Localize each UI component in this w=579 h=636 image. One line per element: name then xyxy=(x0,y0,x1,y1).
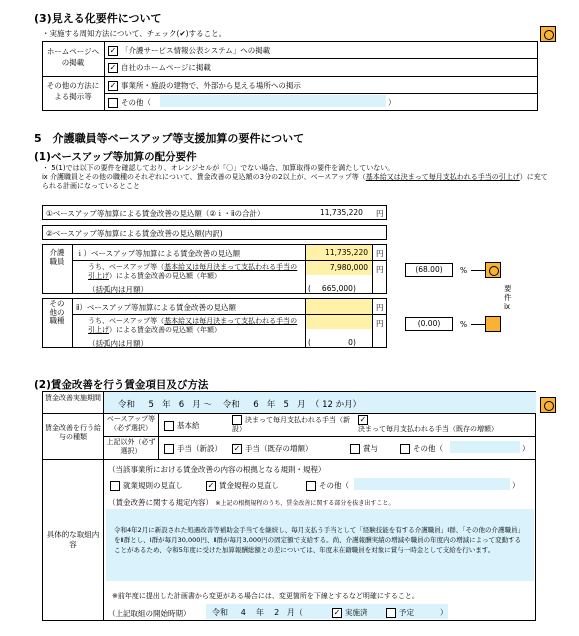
group2-label: その他の職種 xyxy=(49,299,65,326)
checkbox-icon[interactable] xyxy=(306,481,316,491)
oth-opt-existing[interactable]: ✓ 手当（既存の増額） xyxy=(233,444,313,453)
section5-sub1: (1)ベースアップ等加算の配分要件 xyxy=(34,151,197,163)
paren-close: ） xyxy=(512,481,520,490)
start-value[interactable]: 令和 4 年 2 月（ xyxy=(212,608,303,617)
period-value[interactable]: 令和 5 年 6 月 ～ 令和 6 年 5 月 （ 12 か月） xyxy=(118,400,362,410)
g2-percentage: (0.00) xyxy=(405,317,453,331)
paren-close: ） xyxy=(388,98,396,107)
requirement-label: 要件ⅸ xyxy=(504,284,512,311)
start-label: （上記取組の開始時期） xyxy=(108,609,191,618)
g1-r2-label: うち、ベースアップ等（基本給又は毎月決まって支払われる手当の引上げ）による賃金改善の見込額（年額） xyxy=(88,263,298,280)
bu-label: ベースアップ等（必ず選択） xyxy=(106,415,156,432)
oth-opt-bonus[interactable]: 賞与 xyxy=(350,443,378,454)
content-textarea[interactable]: 令和4年2月に新設された処遇改善等補助金手当てを継続し、毎月支払う手当として「経験技能を有する介護職員」Ⅰ群、「その他の介護職員」をⅡ群とし、Ⅰ群が毎月30,000円、Ⅱ群が毎月3,000円の固定額で支給する。尚、介護報酬実績の増減や職員の年度内の増減によって変動することがあるため、令和5年度に受けた加算報酬総額との差については、年度末在籍職員を対象に賞与一時金として支給を行います。 xyxy=(106,509,534,581)
option-publish-system[interactable]: ✓ 「介護サービス情報公表システム」への掲載 xyxy=(109,46,271,55)
checkbox-checked-icon[interactable]: ✓ xyxy=(207,481,215,490)
method-label: 具体的な取組内容 xyxy=(46,530,100,549)
row2-label: その他の方法による掲示等 xyxy=(46,81,100,101)
section5-note1: ・ 5(1)では以下の要件を確認しており、オレンジセルが「〇」でない場合、加算取得の要件を満たしていない。 xyxy=(42,164,395,172)
checkbox-checked-icon[interactable]: ✓ xyxy=(109,63,117,72)
checkbox-checked-icon[interactable]: ✓ xyxy=(233,444,241,453)
g1-r2-value[interactable]: 7,980,000 xyxy=(306,261,372,275)
g2-r2-label: うち、ベースアップ等（基本給又は毎月決まって支払われる手当の引上げ）による賃金改善の見込額（年額） xyxy=(88,317,298,334)
start-done[interactable]: ✓ 実施済 xyxy=(333,608,368,617)
checkbox-icon[interactable] xyxy=(108,98,118,108)
g1-r3-label: （括弧内は月額） xyxy=(88,285,148,294)
g2-r1-value[interactable] xyxy=(306,299,372,314)
kind-label: 賃金改善を行う給与の種類 xyxy=(45,424,101,441)
yen-unit: 円 xyxy=(376,319,384,328)
g2-r3-label: （括弧内は月額） xyxy=(88,339,148,348)
rule-opt-wage[interactable]: ✓ 賃金規程の見直し xyxy=(207,481,279,490)
group1-label: 介護職員 xyxy=(49,248,65,266)
g1-r1-label: ｉ）ベースアップ等加算による賃金改善の見込額 xyxy=(76,249,241,258)
checkbox-checked-icon[interactable]: ✓ xyxy=(109,81,117,90)
section5-note2: ⅸ 介護職員とその他の職種のそれぞれについて、賃金改善の見込額の3分の2以上が、ベースアップ等（基本給又は決まって毎月支払われる手当の引上げ）に充てられる計画になっているとこと xyxy=(42,173,548,190)
start-plan[interactable]: 予定 xyxy=(386,607,414,618)
oth-opt-new[interactable]: 手当（新設） xyxy=(164,443,222,454)
section2-title: (2)賃金改善を行う賃金項目及び方法 xyxy=(34,379,209,391)
checkbox-icon[interactable] xyxy=(400,444,410,454)
rule-sub: （賃金改善に関する規定内容） ※上記の根拠規程のうち、賃金改善に関する部分を抜き出すこと。 xyxy=(108,498,395,507)
g2-r2-value[interactable] xyxy=(306,315,372,329)
percent-unit: % xyxy=(460,320,468,329)
rule-other-input[interactable] xyxy=(354,478,510,490)
change-note: ※前年度に提出した計画書から変更がある場合には、変更箇所を下線とするなど明確にすること。 xyxy=(112,592,419,600)
option-other[interactable]: その他（ xyxy=(108,97,151,108)
total-value: 11,735,220 xyxy=(320,208,363,217)
g1-r3-value: ( 665,000) xyxy=(308,284,356,293)
yen-unit: 円 xyxy=(376,265,384,274)
bu-opt-existing[interactable]: ✓決まって毎月支払われる手当（既存の増額） xyxy=(358,415,498,433)
g1-r1-value[interactable]: 11,735,220 xyxy=(306,245,372,260)
checkbox-icon[interactable] xyxy=(164,444,174,454)
other-method-input[interactable] xyxy=(160,95,386,107)
g2-r3-value: ( 0) xyxy=(308,338,356,347)
bu-opt-new[interactable]: 決まって毎月支払われる手当（新設） xyxy=(232,416,350,433)
rule-head: （当該事業所における賃金改善の内容の根拠となる規則・規程） xyxy=(108,465,326,474)
period-status-icon xyxy=(540,397,556,413)
checkbox-checked-icon[interactable]: ✓ xyxy=(109,46,117,55)
section5-title: 5 介護職員等ベースアップ等支援加算の要件について xyxy=(34,132,305,145)
yen-unit: 円 xyxy=(376,249,384,258)
percent-unit: % xyxy=(460,266,468,275)
g1-status-icon xyxy=(485,262,501,278)
checkbox-checked-icon[interactable]: ✓ xyxy=(333,608,341,617)
other-label: 上記以外（必ず選択） xyxy=(106,438,156,455)
option-own-homepage[interactable]: ✓ 自社のホームページに掲載 xyxy=(109,63,211,72)
yen-unit: 円 xyxy=(376,209,384,218)
total-label: ①ベースアップ等加算による賃金改善の見込額（②ｉ・ⅱの合計） xyxy=(46,209,265,218)
breakdown-label: ②ベースアップ等加算による賃金改善の見込額(内訳) xyxy=(46,229,223,238)
oth-opt-other[interactable]: その他（ xyxy=(400,443,443,454)
checkbox-icon[interactable] xyxy=(164,421,174,431)
checkbox-checked-icon[interactable]: ✓ xyxy=(359,415,367,424)
bu-opt-base[interactable]: 基本給 xyxy=(164,420,200,431)
yen-unit: 円 xyxy=(376,303,384,312)
rule-opt-other[interactable]: その他（ xyxy=(306,480,349,491)
g2-status-icon xyxy=(485,316,501,332)
checkbox-icon[interactable] xyxy=(350,444,360,454)
checkbox-icon[interactable] xyxy=(110,481,120,491)
checkbox-icon[interactable] xyxy=(386,608,396,618)
oth-other-input[interactable] xyxy=(450,441,520,453)
section3-title: (3)見える化要件について xyxy=(34,12,162,25)
section3-note: ・実施する周知方法について、チェック(✔)すること。 xyxy=(42,29,227,38)
status-indicator-icon xyxy=(540,26,556,42)
rule-opt-work[interactable]: 就業規則の見直し xyxy=(110,480,183,491)
paren-close: ） xyxy=(522,444,530,453)
g2-r1-label: ⅱ）ベースアップ等加算による賃金改善の見込額 xyxy=(76,303,237,312)
option-building-notice[interactable]: ✓ 事業所・施設の建物で、外部から見える場所への掲示 xyxy=(109,81,301,90)
period-label: 賃金改善実施期間 xyxy=(45,394,101,402)
paren-close: ） xyxy=(440,608,448,617)
checkbox-icon[interactable] xyxy=(232,415,242,425)
row1-label: ホームページへの掲載 xyxy=(46,47,100,67)
g1-percentage: (68.00) xyxy=(405,263,453,277)
